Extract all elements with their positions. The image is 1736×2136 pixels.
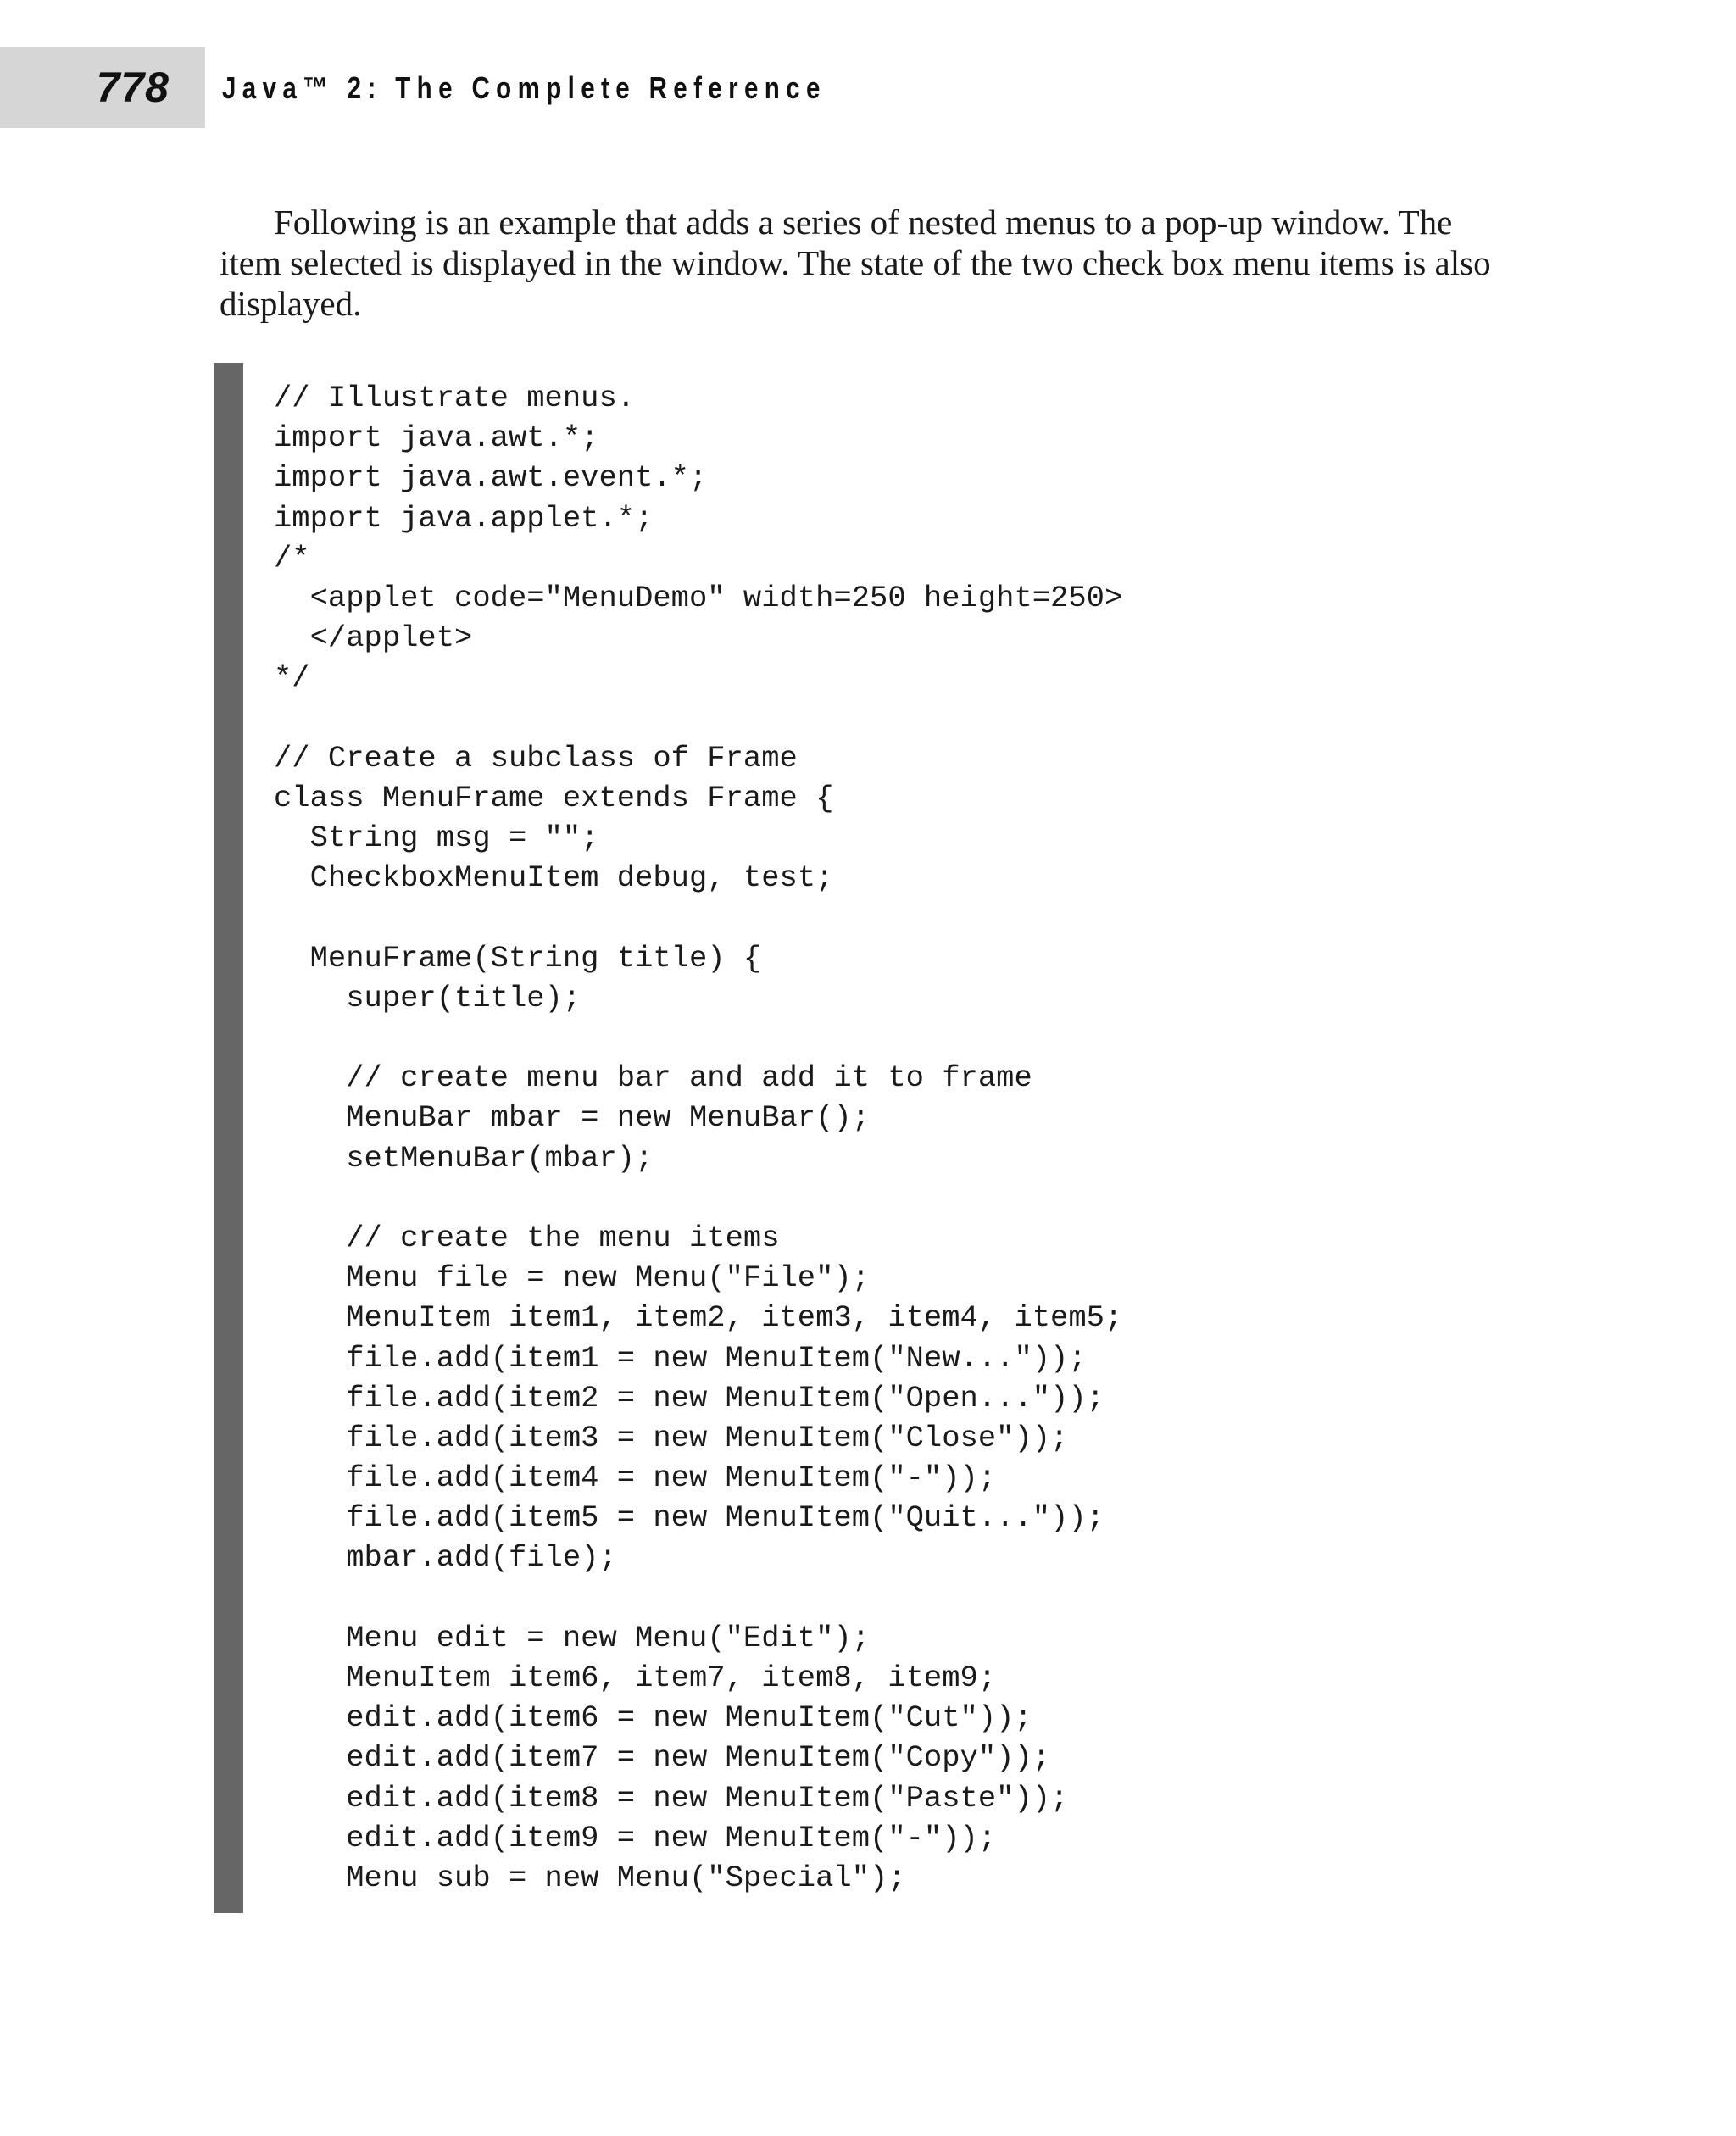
code-listing-bar (214, 363, 243, 1913)
code-line: // Illustrate menus. (274, 381, 636, 415)
code-line: import java.awt.*; (274, 420, 599, 456)
code-line: file.add(item2 = new MenuItem("Open...")); (274, 1380, 1104, 1416)
code-line (274, 898, 1122, 937)
code-line: Menu file = new Menu("File"); (274, 1260, 871, 1296)
code-line: </applet> (274, 620, 473, 656)
code-line: file.add(item1 = new MenuItem("New...")); (274, 1340, 1087, 1376)
code-line: edit.add(item9 = new MenuItem("-")); (274, 1820, 997, 1855)
code-line: // create menu bar and add it to frame (274, 1060, 1032, 1096)
code-line: // create the menu items (274, 1220, 780, 1255)
code-line: */ (274, 660, 310, 696)
code-line: Menu sub = new Menu("Special"); (274, 1860, 906, 1895)
code-line: <applet code="MenuDemo" width=250 height=250> (274, 580, 1123, 615)
code-line: edit.add(item7 = new MenuItem("Copy")); (274, 1740, 1051, 1776)
code-line: edit.add(item8 = new MenuItem("Paste")); (274, 1780, 1069, 1816)
code-line: import java.applet.*; (274, 500, 654, 536)
code-line: edit.add(item6 = new MenuItem("Cut")); (274, 1700, 1032, 1736)
code-line (274, 1018, 1122, 1058)
code-line: file.add(item3 = new MenuItem("Close")); (274, 1420, 1069, 1455)
intro-paragraph (220, 202, 1491, 324)
code-line: MenuBar mbar = new MenuBar(); (274, 1100, 871, 1136)
code-line: class MenuFrame extends Frame { (274, 780, 834, 815)
code-line (274, 1578, 1122, 1618)
code-line: mbar.add(file); (274, 1540, 617, 1576)
code-line: MenuFrame(String title) { (274, 940, 762, 976)
code-line: String msg = ""; (274, 820, 599, 856)
intro-text: Following is an example that adds a series of nested menus to a pop-up window. The item selected is displayed in the window. The state of the two check box menu items is also displayed. (220, 203, 1491, 323)
code-line: import java.awt.event.*; (274, 460, 708, 496)
code-line: MenuItem item6, item7, item8, item9; (274, 1660, 997, 1695)
page-number: 778 (96, 64, 170, 111)
code-line: file.add(item4 = new MenuItem("-")); (274, 1460, 997, 1496)
code-line: CheckboxMenuItem debug, test; (274, 860, 834, 896)
code-line: Menu edit = new Menu("Edit"); (274, 1620, 871, 1655)
code-listing (274, 378, 1122, 1898)
code-line: file.add(item5 = new MenuItem("Quit...")); (274, 1500, 1104, 1536)
code-line: // Create a subclass of Frame (274, 740, 798, 776)
code-line: super(title); (274, 980, 581, 1015)
code-line (274, 698, 1122, 738)
running-head: Java™ 2: The Complete Reference (222, 70, 826, 105)
code-line (274, 1178, 1122, 1218)
code-line: setMenuBar(mbar); (274, 1140, 654, 1176)
code-line: /* (274, 540, 310, 576)
code-line: MenuItem item1, item2, item3, item4, item5; (274, 1300, 1123, 1336)
